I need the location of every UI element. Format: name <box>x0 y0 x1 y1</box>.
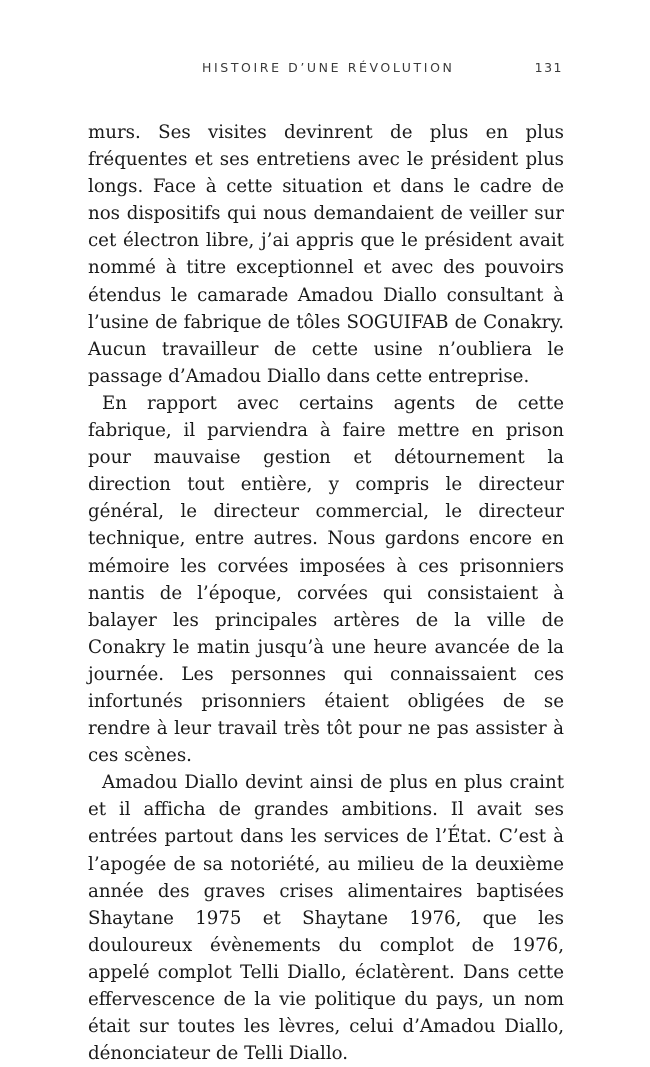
paragraph: murs. Ses visites devinrent de plus en plus fréquentes et ses entretiens avec le président plus longs. Face à cette situation et dans le cadre de nos dispositifs qui nous demandaient de veiller sur cet électron libre, j’ai appris que le président avait nommé à titre exceptionnel et avec des pouvoirs étendus le camarade Amadou Diallo consultant à l’usine de fabrique de tôles SOGUIFAB de Conakry. Aucun travailleur de cette usine n’oubliera le passage d’Amadou Diallo dans cette entreprise. <box>88 122 564 387</box>
running-header <box>88 60 563 80</box>
body-text <box>88 119 564 1067</box>
paragraph: Amadou Diallo devint ainsi de plus en plus craint et il afficha de grandes ambitions. Il avait ses entrées partout dans les services de l’État. C’est à l’apogée de sa notoriété, au milieu de la deuxième année des graves crises alimentaires baptisées Shaytane 1975 et Shaytane 1976, que les douloureux évènements du complot de 1976, appelé complot Telli Diallo, éclatèrent. Dans cette effervescence de la vie politique du pays, un nom était sur toutes les lèvres, celui d’Amadou Diallo, dénonciateur de Telli Diallo. <box>88 772 564 1065</box>
page-number: 131 <box>534 60 563 75</box>
paragraph: En rapport avec certains agents de cette fabrique, il parviendra à faire mettre en prison pour mauvaise gestion et détournement la direction tout entière, y compris le directeur général, le directeur commercial, le directeur technique, entre autres. Nous gardons encore en mémoire les corvées imposées à ces prisonniers nantis de l’époque, corvées qui consistaient à balayer les principales artères de la ville de Conakry le matin jusqu’à une heure avancée de la journée. Les personnes qui connaissaient ces infortunés prisonniers étaient obligées de se rendre à leur travail très tôt pour ne pas assister à ces scènes. <box>88 392 564 767</box>
running-title: HISTOIRE D’UNE RÉVOLUTION <box>202 60 455 75</box>
